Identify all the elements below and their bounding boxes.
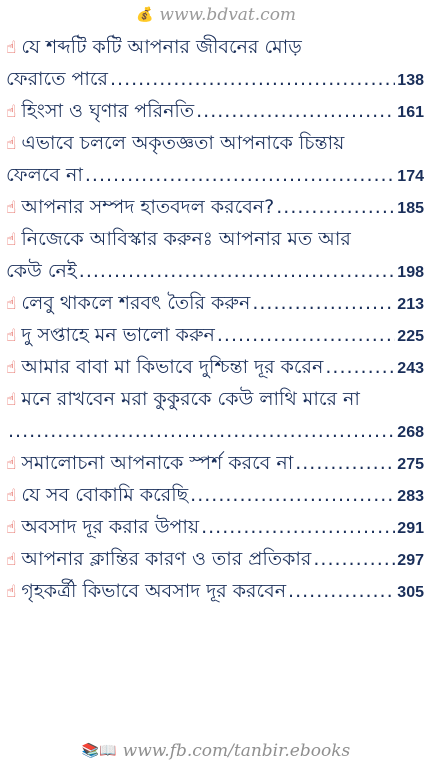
toc-entry-line — [6, 192, 424, 224]
toc-entry-title: লেবু থাকলে শরবৎ তৈরি করুন — [21, 292, 251, 314]
pointing-hand-icon: ☝ — [6, 582, 17, 602]
money-bag-icon: 💰 — [135, 7, 154, 23]
dot-leader — [201, 512, 395, 543]
toc-page-number: 268 — [397, 424, 424, 441]
toc-entry-line — [6, 224, 424, 256]
toc-entry-title: হিংসা ও ঘৃণার পরিনতি — [21, 100, 195, 122]
toc-page-number: 225 — [397, 328, 424, 345]
toc-entry[interactable] — [6, 224, 424, 288]
site-watermark — [0, 0, 432, 30]
pointing-hand-icon: ☝ — [6, 518, 17, 538]
pointing-hand-icon: ☝ — [6, 550, 17, 570]
toc-entry-line — [6, 96, 424, 128]
toc-entry[interactable] — [6, 288, 424, 320]
toc-entry[interactable] — [6, 384, 424, 448]
toc-page-number: 138 — [397, 72, 424, 89]
pointing-hand-icon: ☝ — [6, 230, 17, 250]
pointing-hand-icon: ☝ — [6, 358, 17, 378]
toc-page-number: 174 — [397, 168, 424, 185]
toc-entry[interactable] — [6, 32, 424, 96]
toc-entry-title: গৃহকর্ত্রী কিভাবে অবসাদ দূর করবেন — [21, 580, 287, 602]
toc-entry[interactable] — [6, 352, 424, 384]
toc-entry-title: আপনার সম্পদ হাতবদল করবেন? — [21, 196, 275, 218]
toc-page-number: 213 — [397, 296, 424, 313]
pointing-hand-icon: ☝ — [6, 198, 17, 218]
pointing-hand-icon: ☝ — [6, 38, 17, 58]
toc-entry-title: ফেরাতে পারে — [6, 68, 108, 90]
toc-entry-line — [6, 480, 424, 512]
toc-page-number: 275 — [397, 456, 424, 473]
toc-entry-title: দু সপ্তাহে মন ভালো করুন — [21, 324, 215, 346]
toc-entry-title: আপনার ক্লান্তির কারণ ও তার প্রতিকার — [21, 548, 312, 570]
table-of-contents — [6, 32, 424, 608]
pointing-hand-icon: ☝ — [6, 390, 17, 410]
toc-page-number: 291 — [397, 520, 424, 537]
dot-leader — [325, 352, 395, 383]
toc-entry-line — [6, 256, 424, 288]
toc-entry-title: নিজেকে আবিস্কার করুনঃ আপনার মত আর — [21, 228, 351, 250]
toc-page-number: 161 — [397, 104, 424, 121]
toc-entry-line — [6, 512, 424, 544]
dot-leader — [252, 288, 395, 319]
dot-leader — [85, 160, 395, 191]
toc-entry-line — [6, 320, 424, 352]
toc-page-number: 198 — [397, 264, 424, 281]
toc-entry-line — [6, 352, 424, 384]
toc-entry-title: যে শব্দটি কটি আপনার জীবনের মোড় — [21, 36, 302, 58]
toc-entry[interactable] — [6, 128, 424, 192]
toc-entry-line — [6, 32, 424, 64]
pointing-hand-icon: ☝ — [6, 486, 17, 506]
dot-leader — [8, 416, 395, 447]
toc-entry-title: অবসাদ দূর করার উপায় — [21, 516, 200, 538]
toc-entry[interactable] — [6, 448, 424, 480]
footer-link[interactable]: www.fb.com/tanbir.ebooks — [122, 741, 351, 761]
toc-entry-title: মনে রাখবেন মরা কুকুরকে কেউ লাথি মারে না — [21, 388, 360, 410]
toc-entry[interactable] — [6, 544, 424, 576]
toc-page-number: 243 — [397, 360, 424, 377]
dot-leader — [288, 576, 395, 607]
pointing-hand-icon: ☝ — [6, 102, 17, 122]
dot-leader — [110, 64, 395, 95]
toc-page-number: 297 — [397, 552, 424, 569]
toc-entry-line — [6, 448, 424, 480]
dot-leader — [190, 480, 395, 511]
dot-leader — [295, 448, 395, 479]
toc-entry-line — [6, 160, 424, 192]
pointing-hand-icon: ☝ — [6, 134, 17, 154]
toc-page-number: 283 — [397, 488, 424, 505]
dot-leader — [313, 544, 395, 575]
toc-entry-title: ফেলবে না — [6, 164, 83, 186]
site-url: www.bdvat.com — [159, 5, 297, 25]
toc-entry-title: এভাবে চললে অকৃতজ্ঞতা আপনাকে চিন্তায় — [21, 132, 345, 154]
toc-entry-line — [6, 128, 424, 160]
toc-entry[interactable] — [6, 512, 424, 544]
toc-page-number: 305 — [397, 584, 424, 601]
dot-leader — [196, 96, 395, 127]
toc-entry-title: যে সব বোকামি করেছি — [21, 484, 189, 506]
books-icon: 📚📖 — [81, 743, 117, 759]
toc-entry-line — [6, 416, 424, 448]
pointing-hand-icon: ☝ — [6, 454, 17, 474]
toc-entry-line — [6, 384, 424, 416]
toc-entry-title: আমার বাবা মা কিভাবে দুশ্চিন্তা দূর করেন — [21, 356, 324, 378]
dot-leader — [276, 192, 395, 223]
toc-entry[interactable] — [6, 96, 424, 128]
pointing-hand-icon: ☝ — [6, 294, 17, 314]
toc-entry-line — [6, 288, 424, 320]
toc-entry-line — [6, 544, 424, 576]
toc-entry-title: সমালোচনা আপনাকে স্পর্শ করবে না — [21, 452, 294, 474]
pointing-hand-icon: ☝ — [6, 326, 17, 346]
toc-entry[interactable] — [6, 576, 424, 608]
toc-page-number: 185 — [397, 200, 424, 217]
toc-entry-line — [6, 576, 424, 608]
toc-entry-title: কেউ নেই — [6, 260, 77, 282]
dot-leader — [79, 256, 396, 287]
toc-entry-line — [6, 64, 424, 96]
footer-watermark — [0, 734, 432, 768]
dot-leader — [217, 320, 395, 351]
toc-entry[interactable] — [6, 320, 424, 352]
toc-entry[interactable] — [6, 480, 424, 512]
toc-entry[interactable] — [6, 192, 424, 224]
